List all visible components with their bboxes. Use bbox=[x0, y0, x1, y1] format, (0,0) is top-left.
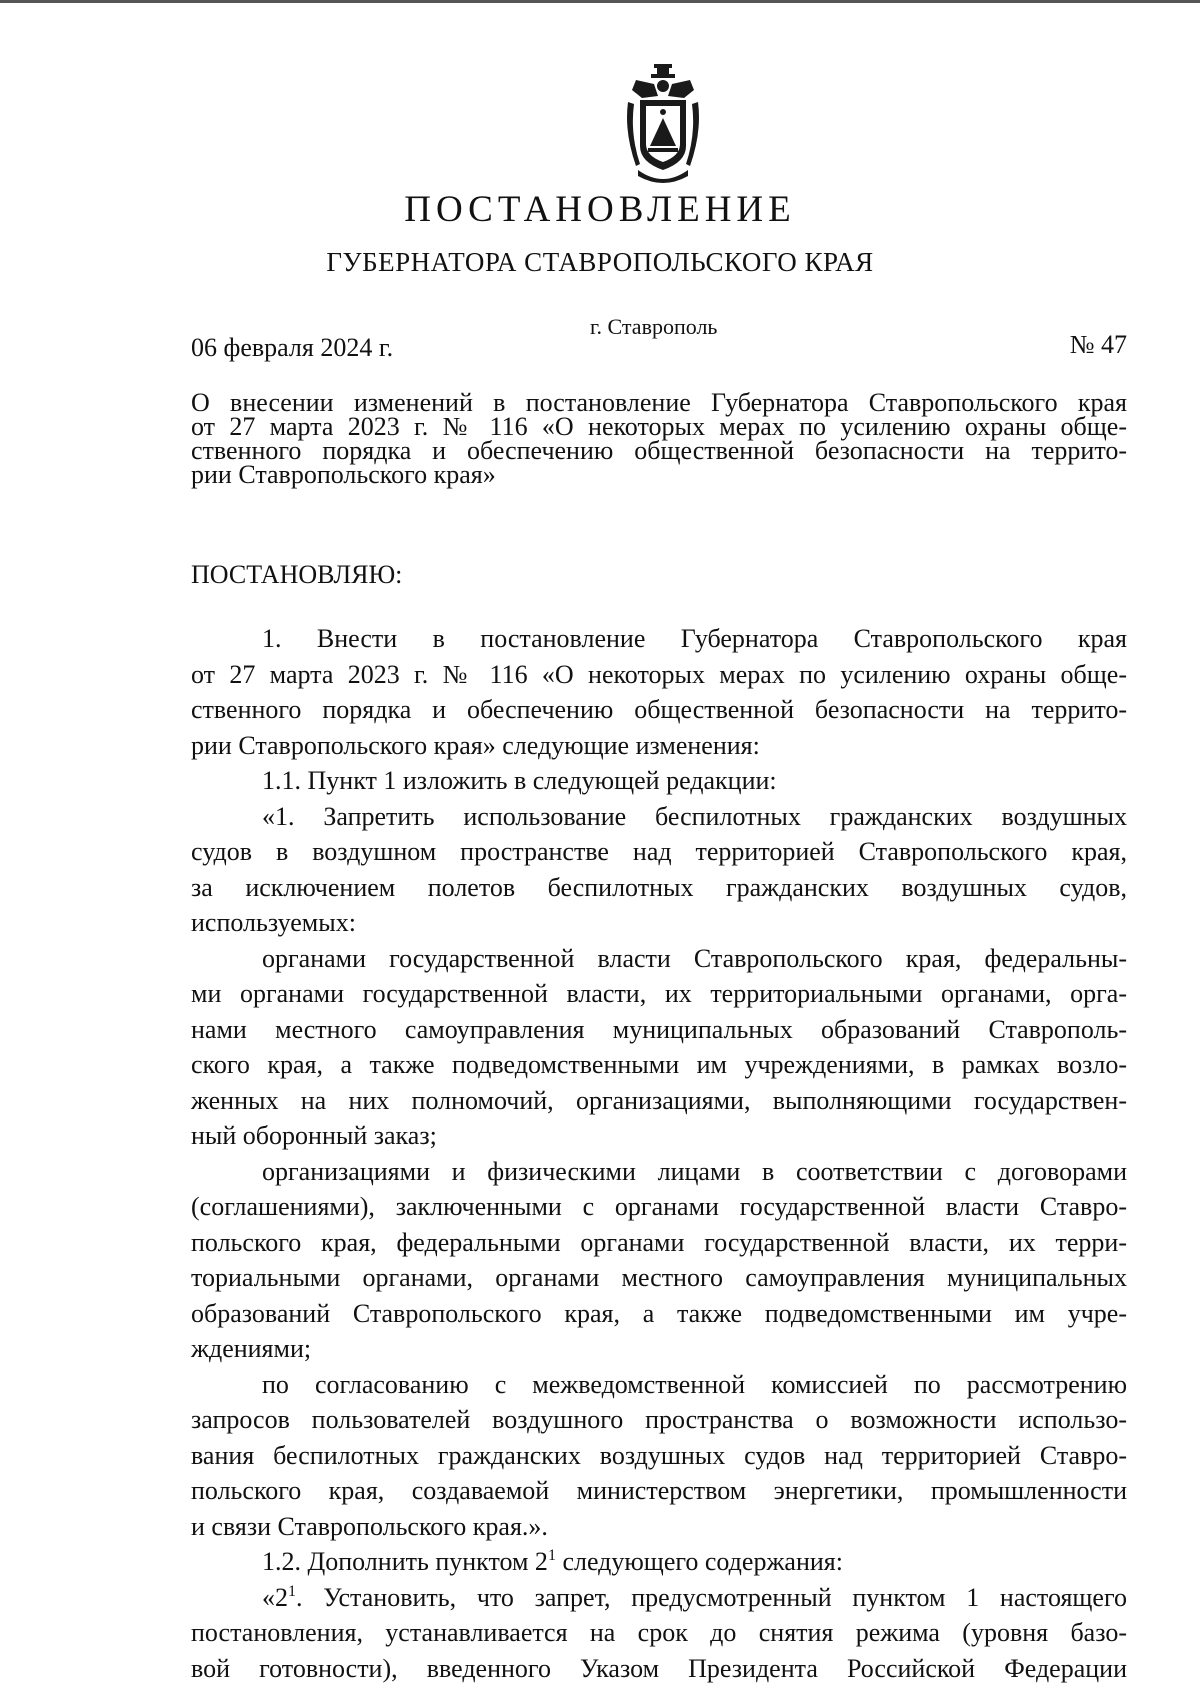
body-line-text: ждениями; bbox=[191, 1334, 312, 1363]
body-line bbox=[191, 976, 1127, 1012]
body-line-text: 1.2. Дополнить пунктом 2 bbox=[262, 1547, 548, 1576]
document-title: ПОСТАНОВЛЕНИЕ bbox=[404, 189, 796, 230]
body-line-text: вой готовности), введенного Указом Президента Российской Федерации bbox=[191, 1653, 1127, 1683]
document-subject bbox=[191, 388, 1127, 489]
body-line-text: вания беспилотных гражданских воздушных судов над территорией Ставро- bbox=[191, 1440, 1127, 1470]
body-line-text: органами государственной власти Ставропольского края, федеральны- bbox=[262, 943, 1127, 973]
body-line-text: «1. Запретить использование беспилотных гражданских воздушных bbox=[262, 801, 1127, 831]
body-line bbox=[191, 799, 1127, 835]
body-line-text: польского края, федеральными органами государственной власти, их терри- bbox=[191, 1227, 1127, 1257]
subject-line: рии Ставропольского края» bbox=[191, 460, 496, 489]
body-line-text: и связи Ставропольского края.». bbox=[191, 1511, 548, 1541]
body-line bbox=[191, 763, 1127, 799]
body-line bbox=[191, 1012, 1127, 1048]
body-line bbox=[191, 1438, 1127, 1474]
body-line bbox=[191, 1225, 1127, 1261]
scan-top-edge bbox=[0, 0, 1200, 3]
body-line-text: постановления, устанавливается на срок до снятия режима (уровня базо- bbox=[191, 1618, 1127, 1647]
body-line bbox=[191, 1402, 1127, 1438]
body-line bbox=[191, 1154, 1127, 1190]
body-line bbox=[191, 1580, 1127, 1616]
document-number: № 47 bbox=[1069, 330, 1127, 359]
body-line-text: от 27 марта 2023 г. № 116 «О некоторых мерах по усилению охраны обще- bbox=[191, 659, 1127, 689]
body-line bbox=[191, 834, 1127, 870]
issuer-title: ГУБЕРНАТОРА СТАВРОПОЛЬСКОГО КРАЯ bbox=[326, 247, 874, 277]
body-line-text: (соглашениями), заключенными с органами государственной власти Ставро- bbox=[191, 1192, 1127, 1221]
body-line bbox=[191, 657, 1127, 693]
body-line bbox=[191, 1367, 1127, 1403]
body-line-text: судов в воздушном пространстве над территорией Ставропольского края, bbox=[191, 837, 1127, 866]
body-line-text: нами местного самоуправления муниципальных образований Ставрополь- bbox=[191, 1014, 1127, 1044]
body-line bbox=[191, 1296, 1127, 1332]
body-line bbox=[191, 1651, 1127, 1687]
body-line bbox=[191, 621, 1127, 657]
body-line-text: 1. Внести в постановление Губернатора Ставропольского края bbox=[262, 624, 1127, 653]
body-line-tail: . Установить, что запрет, предусмотренный пунктом 1 настоящего bbox=[296, 1582, 1127, 1612]
body-line bbox=[191, 1047, 1127, 1083]
body-line-text: ный оборонный заказ; bbox=[191, 1121, 437, 1150]
body-line-text: 1.1. Пункт 1 изложить в следующей редакции: bbox=[262, 766, 777, 795]
body-line bbox=[191, 1331, 1127, 1367]
subject-line: О внесении изменений в постановление Губернатора Ставропольского края bbox=[191, 388, 1127, 417]
body-line-text: ми органами государственной власти, их территориальными органами, орга- bbox=[191, 979, 1127, 1008]
body-line bbox=[191, 941, 1127, 977]
body-line-text: польского края, создаваемой министерством энергетики, промышленности bbox=[191, 1476, 1127, 1505]
coat-of-arms-icon bbox=[622, 62, 704, 190]
body-line-text: «2 bbox=[262, 1582, 288, 1612]
body-line-text: ственного порядка и обеспечению общественной безопасности на террито- bbox=[191, 695, 1127, 724]
subject-line: ственного порядка и обеспечению общественной безопасности на террито- bbox=[191, 436, 1127, 465]
issue-city: г. Ставрополь bbox=[590, 314, 718, 339]
body-line-text: по согласованию с межведомственной комиссией по рассмотрению bbox=[262, 1369, 1127, 1399]
body-line bbox=[191, 728, 1127, 764]
body-line-text: ского края, а также подведомственными им учреждениями, в рамках возло- bbox=[191, 1050, 1127, 1079]
body-line bbox=[191, 1260, 1127, 1296]
body-line bbox=[191, 1189, 1127, 1225]
body-line-tail: следующего содержания: bbox=[555, 1547, 843, 1576]
body-line-text: женных на них полномочий, организациями, выполняющими государствен- bbox=[191, 1085, 1127, 1115]
body-line bbox=[191, 870, 1127, 906]
body-line bbox=[191, 1473, 1127, 1509]
issue-date: 06 февраля 2024 г. bbox=[191, 333, 394, 362]
body-line bbox=[191, 1118, 1127, 1154]
body-line-text: за исключением полетов беспилотных гражданских воздушных судов, bbox=[191, 872, 1127, 902]
body-line-text: рии Ставропольского края» следующие изменения: bbox=[191, 730, 760, 760]
body-line bbox=[191, 1615, 1127, 1651]
document-body bbox=[191, 621, 1127, 1686]
decree-word: ПОСТАНОВЛЯЮ: bbox=[191, 560, 403, 589]
subject-line: от 27 марта 2023 г. № 116 «О некоторых мерах по усилению охраны обще- bbox=[191, 412, 1127, 441]
body-line-text: запросов пользователей воздушного пространства о возможности использо- bbox=[191, 1405, 1127, 1434]
body-line bbox=[191, 905, 1127, 941]
body-line-text: организациями и физическими лицами в соответствии с договорами bbox=[262, 1156, 1127, 1186]
superscript: 1 bbox=[288, 1582, 296, 1600]
body-line bbox=[191, 1083, 1127, 1119]
superscript: 1 bbox=[547, 1547, 556, 1564]
body-line bbox=[191, 1509, 1127, 1545]
body-line bbox=[191, 692, 1127, 728]
body-line-text: образований Ставропольского края, а также подведомственными им учре- bbox=[191, 1298, 1127, 1328]
body-line-text: ториальными органами, органами местного самоуправления муниципальных bbox=[191, 1263, 1127, 1292]
body-line bbox=[191, 1544, 1127, 1580]
body-line-text: используемых: bbox=[191, 908, 356, 937]
